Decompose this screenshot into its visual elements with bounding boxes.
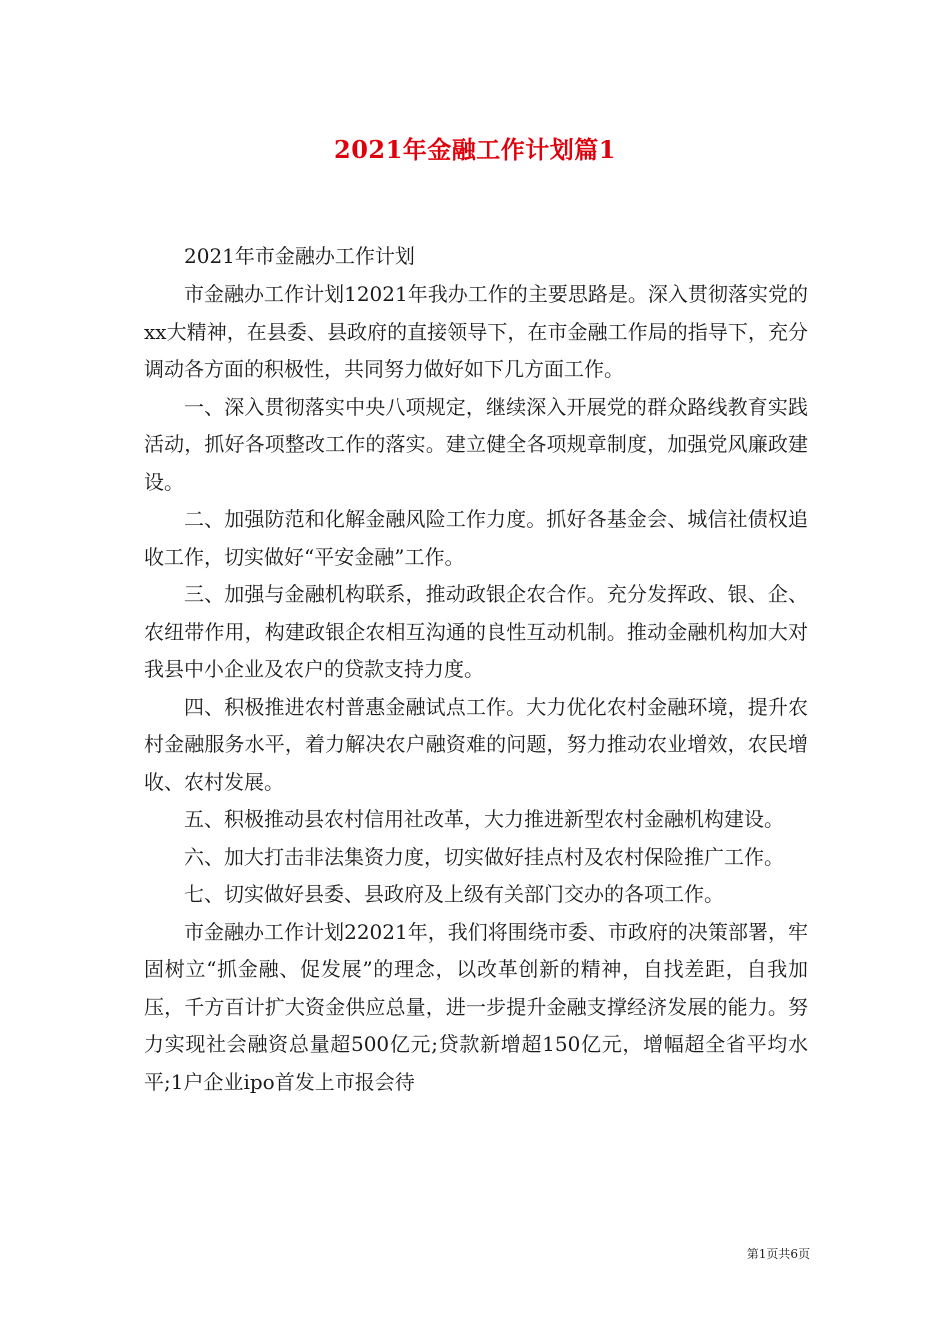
paragraph-7: 六、加大打击非法集资力度，切实做好挂点村及农村保险推广工作。 <box>184 844 784 869</box>
paragraph-9: 市金融办工作计划22021年，我们将围绕市委、市政府的决策部署，牢固树立“抓金融、促发展”的理念，以改革创新的精神，自找差距，自我加压，千方百计扩大资金供应总量，进一步提升金融支撑经济发展的能力。努力实现社会融资总量超500亿元;贷款新增超150亿元，增幅超全省平均水平;1户企业ipo首发上市报会待 <box>144 919 808 1094</box>
paragraph-8: 七、切实做好县委、县政府及上级有关部门交办的各项工作。 <box>184 882 724 906</box>
paragraph-6: 五、积极推动县农村信用社改革，大力推进新型农村金融机构建设。 <box>184 807 784 831</box>
document-body <box>144 276 808 1101</box>
document-subtitle: 2021年市金融办工作计划 <box>184 244 415 268</box>
paragraph-5: 四、积极推进农村普惠金融试点工作。大力优化农村金融环境，提升农村金融服务水平，着力解决农户融资难的问题，努力推动农业增效，农民增收、农村发展。 <box>144 694 808 794</box>
paragraph-1: 市金融办工作计划12021年我办工作的主要思路是。深入贯彻落实党的xx大精神，在县委、县政府的直接领导下，在市金融工作局的指导下，充分调动各方面的积极性，共同努力做好如下几方面工作。 <box>144 282 808 381</box>
paragraph-4: 三、加强与金融机构联系，推动政银企农合作。充分发挥政、银、企、农纽带作用，构建政银企农相互沟通的良性互动机制。推动金融机构加大对我县中小企业及农户的贷款支持力度。 <box>144 582 808 681</box>
paragraph-2: 一、深入贯彻落实中央八项规定，继续深入开展党的群众路线教育实践活动，抓好各项整改工作的落实。建立健全各项规章制度，加强党风廉政建设。 <box>144 394 808 494</box>
page-number-footer: 第1页共6页 <box>746 1247 810 1261</box>
paragraph-3: 二、加强防范和化解金融风险工作力度。抓好各基金会、城信社债权追收工作，切实做好“平安金融”工作。 <box>144 507 808 569</box>
document-title: 2021年金融工作计划篇1 <box>334 135 616 164</box>
